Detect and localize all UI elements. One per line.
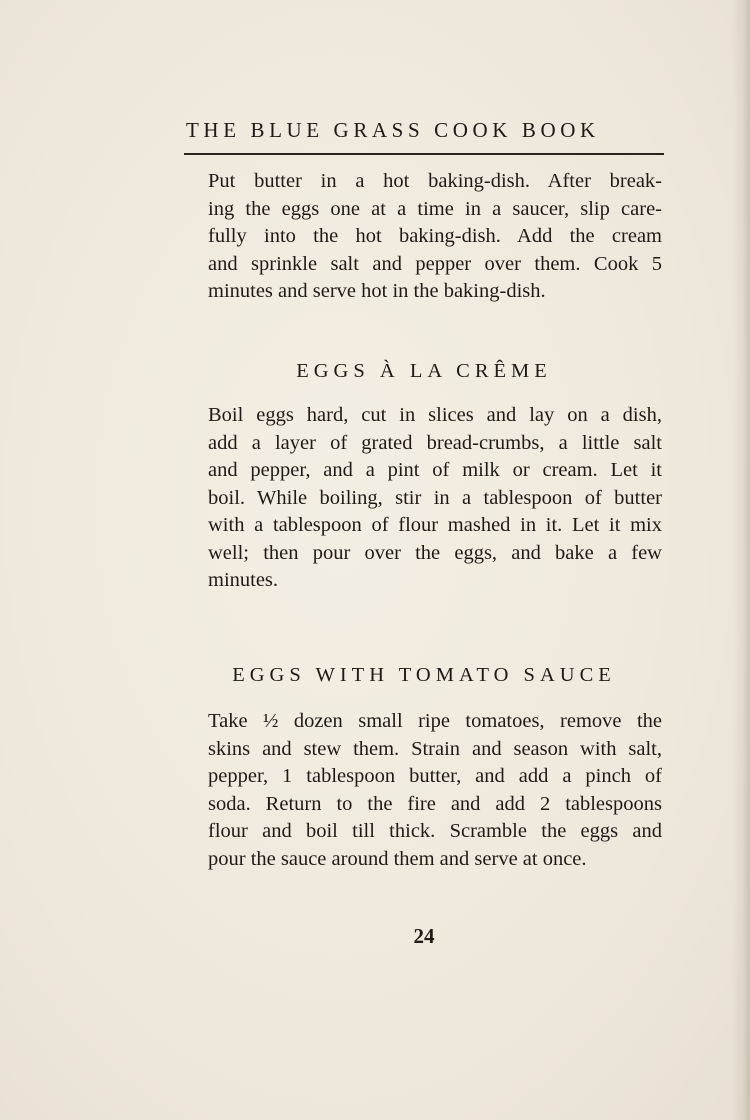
paragraph-line: Take ½ dozen small ripe tomatoes, remove the — [208, 710, 662, 732]
page-edge-shadow — [732, 0, 750, 1120]
recipe-body-eggs-a-la-creme — [186, 402, 662, 595]
paragraph-line: fully into the hot baking-dish. Add the cream — [208, 225, 662, 247]
recipe-title-eggs-with-tomato-sauce: EGGS WITH TOMATO SAUCE — [232, 664, 616, 686]
page-number: 24 — [413, 924, 435, 948]
paragraph-line: ing the eggs one at a time in a saucer, slip care- — [208, 197, 662, 220]
running-head: THE BLUE GRASS COOK BOOK — [186, 118, 600, 142]
paragraph-line: Put butter in a hot baking-dish. After break- — [208, 170, 662, 192]
paragraph-line: flour and boil till thick. Scramble the eggs and — [208, 820, 662, 842]
paragraph-line: well; then pour over the eggs, and bake a few — [208, 541, 662, 564]
paragraph-line: and sprinkle salt and pepper over them. Cook 5 — [208, 252, 662, 275]
paragraph-line: pepper, 1 tablespoon butter, and add a pinch of — [208, 765, 662, 787]
paragraph-line: with a tablespoon of flour mashed in it. Let it mix — [208, 514, 662, 536]
paragraph-line: minutes. — [208, 569, 279, 591]
paragraph-line: skins and stew them. Strain and season with salt, — [208, 737, 662, 760]
paragraph-line: Boil eggs hard, cut in slices and lay on a dish, — [208, 404, 662, 426]
recipe-title-eggs-a-la-creme: EGGS À LA CRÊME — [296, 360, 552, 382]
paragraph-line: boil. While boiling, stir in a tablespoon of butter — [208, 486, 662, 509]
paragraph-line: soda. Return to the fire and add 2 tablespoons — [208, 792, 662, 815]
paragraph-line: add a layer of grated bread-crumbs, a little salt — [208, 431, 662, 454]
paragraph-line: pour the sauce around them and serve at once. — [208, 847, 587, 870]
header-rule — [184, 153, 664, 155]
paragraph-line: minutes and serve hot in the baking-dish. — [208, 280, 546, 302]
recipe-body-eggs-with-tomato-sauce — [186, 708, 662, 873]
intro-paragraph — [186, 168, 662, 306]
paragraph-line: and pepper, and a pint of milk or cream. Let it — [208, 459, 662, 481]
